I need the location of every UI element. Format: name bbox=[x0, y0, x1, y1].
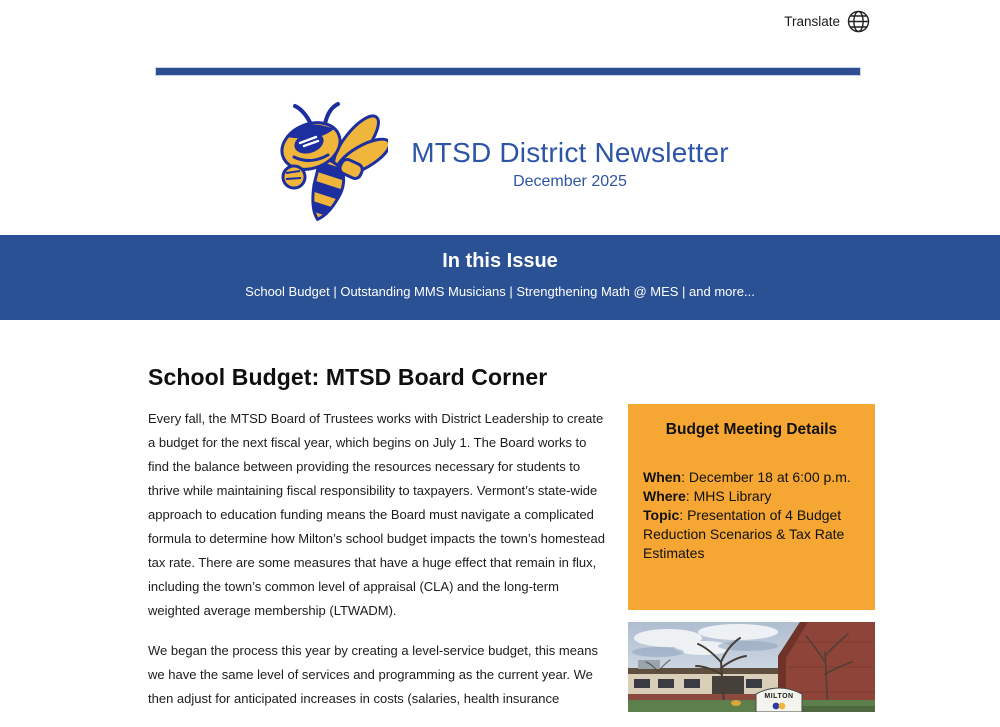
school-sign-text: MILTON bbox=[764, 693, 794, 700]
header-divider bbox=[155, 67, 861, 76]
issue-banner bbox=[0, 235, 1000, 320]
sidebar bbox=[628, 404, 875, 712]
budget-meeting-box bbox=[628, 404, 875, 610]
newsletter-date: December 2025 bbox=[513, 173, 627, 190]
globe-icon bbox=[847, 10, 870, 33]
yellowjacket-logo bbox=[264, 101, 388, 223]
translate-button[interactable] bbox=[784, 10, 870, 33]
article-heading: School Budget: MTSD Board Corner bbox=[148, 364, 548, 391]
meeting-where-label: Where bbox=[643, 488, 686, 504]
masthead bbox=[375, 138, 765, 191]
meeting-details bbox=[643, 468, 860, 563]
translate-label: Translate bbox=[784, 14, 840, 29]
issue-banner-items: School Budget | Outstanding MMS Musicians | Strengthening Math @ MES | and more... bbox=[245, 284, 755, 299]
article-paragraph-2: We began the process this year by creating a level-service budget, this means we have the same level of services and programming as the current year. We then adjust for anticipated increases in costs (salaries, health insurance bbox=[148, 643, 598, 706]
meeting-when-label: When bbox=[643, 469, 682, 485]
meeting-where-value: : MHS Library bbox=[685, 488, 772, 504]
issue-banner-title: In this Issue bbox=[442, 250, 558, 272]
meeting-topic-value: : Presentation of 4 Budget Reduction Scenarios & Tax Rate Estimates bbox=[643, 507, 845, 561]
newsletter-title: MTSD District Newsletter bbox=[411, 137, 729, 168]
meeting-box-title: Budget Meeting Details bbox=[665, 421, 838, 438]
article-paragraph-1: Every fall, the MTSD Board of Trustees works with District Leadership to create a budget for the next fiscal year, which begins on July 1. The Board works to find the balance between providing the resources necessary for students to thrive while maintaining fiscal responsibility to taxpayers. Vermont’s state-wide approach to education funding means the Board must navigate a complicated formula to determine how Milton’s school budget impacts the town’s homestead tax rate. There are some measures that have a huge effect that remain in flux, including the town’s common level of appraisal (CLA) and the long-term weighted average membership (LTWADM). bbox=[148, 411, 605, 618]
school-photo bbox=[628, 622, 875, 712]
article-body bbox=[148, 407, 610, 727]
meeting-topic-label: Topic bbox=[643, 507, 680, 523]
meeting-when-value: : December 18 at 6:00 p.m. bbox=[681, 469, 851, 485]
